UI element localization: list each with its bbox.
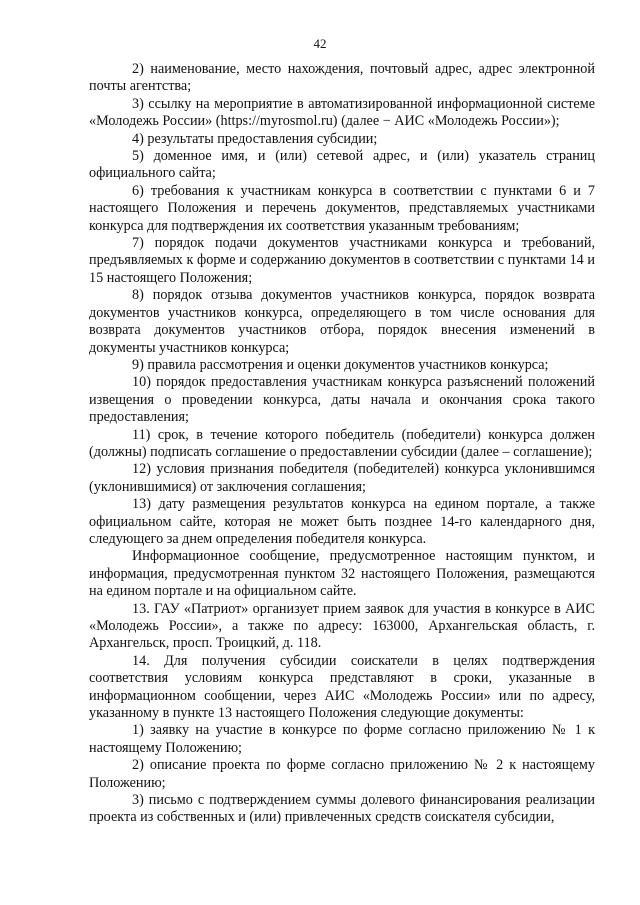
paragraph-item-6: 6) требования к участникам конкурса в соответствии с пунктами 6 и 7 настоящего Положения и перечень документов, представляемых участниками конкурса для подтверждения их соответствия указанным требованиям; [89, 182, 595, 234]
paragraph-item-9: 9) правила рассмотрения и оценки документов участников конкурса; [132, 356, 549, 373]
paragraph-doc-item-2: 2) описание проекта по форме согласно приложению № 2 к настоящему Положению; [89, 757, 595, 791]
page-number: 42 [313, 36, 327, 51]
paragraph-item-11: 11) срок, в течение которого победитель (победители) конкурса должен (должны) подписать соглашение о предоставлении субсидии (далее – соглашение); [89, 426, 595, 460]
paragraph-item-12: 12) условия признания победителя (победителей) конкурса уклонившимся (уклонившимися) от заключения соглашения; [89, 461, 595, 495]
paragraph-doc-item-1: 1) заявку на участие в конкурсе по форме согласно приложению № 1 к настоящему Положению; [89, 722, 595, 756]
paragraph-section-13: 13. ГАУ «Патриот» организует прием заявок для участия в конкурсе в АИС «Молодежь России», а также по адресу: 163000, Архангельская область, г. Архангельск, просп. Троицкий, д. 118. [89, 600, 595, 652]
paragraph-item-4: 4) результаты предоставления субсидии; [132, 130, 378, 147]
paragraph-section-14: 14. Для получения субсидии соискатели в целях подтверждения соответствия условиям конкурса представляют в сроки, указанные в информационном сообщении, через АИС «Молодежь России» или по адресу, указанному в пункте 13 настоящего Положения следующие документы: [89, 652, 595, 722]
paragraph-item-5: 5) доменное имя, и (или) сетевой адрес, и (или) указатель страниц официального сайта; [89, 148, 595, 182]
paragraph-item-2: 2) наименование, место нахождения, почтовый адрес, адрес электронной почты агентства; [89, 61, 595, 95]
paragraph-item-7: 7) порядок подачи документов участниками конкурса и требований, предъявляемых к форме и содержанию документов в соответствии с пунктами 14 и 15 настоящего Положения; [89, 235, 595, 286]
paragraph-doc-item-3: 3) письмо с подтверждением суммы долевого финансирования реализации проекта из собственных и (или) привлеченных средств соискателя субсидии, [89, 792, 595, 826]
paragraph-item-13: 13) дату размещения результатов конкурса на едином портале, а также официальном сайте, которая не может быть позднее 14-го календарного дня, следующего за днем определения победителя конкурса. [89, 496, 595, 547]
paragraph-item-3: 3) ссылку на мероприятие в автоматизированной информационной системе «Молодежь России» (https://myrosmol.ru) (далее − АИС «Молодежь России»); [89, 95, 595, 130]
paragraph-item-8: 8) порядок отзыва документов участников конкурса, порядок возврата документов участников конкурса, определяющего в том числе основания для возврата документов участников отбора, порядок внесения изменений в документы участников конкурса; [89, 287, 595, 356]
paragraph-info-message: Информационное сообщение, предусмотренное настоящим пунктом, и информация, предусмотренная пунктом 32 настоящего Положения, размещаются на едином портале и на официальном сайте. [89, 548, 595, 600]
paragraph-item-10: 10) порядок предоставления участникам конкурса разъяснений положений извещения о проведении конкурса, даты начала и окончания срока такого предоставления; [89, 374, 595, 426]
document-body [89, 61, 595, 827]
